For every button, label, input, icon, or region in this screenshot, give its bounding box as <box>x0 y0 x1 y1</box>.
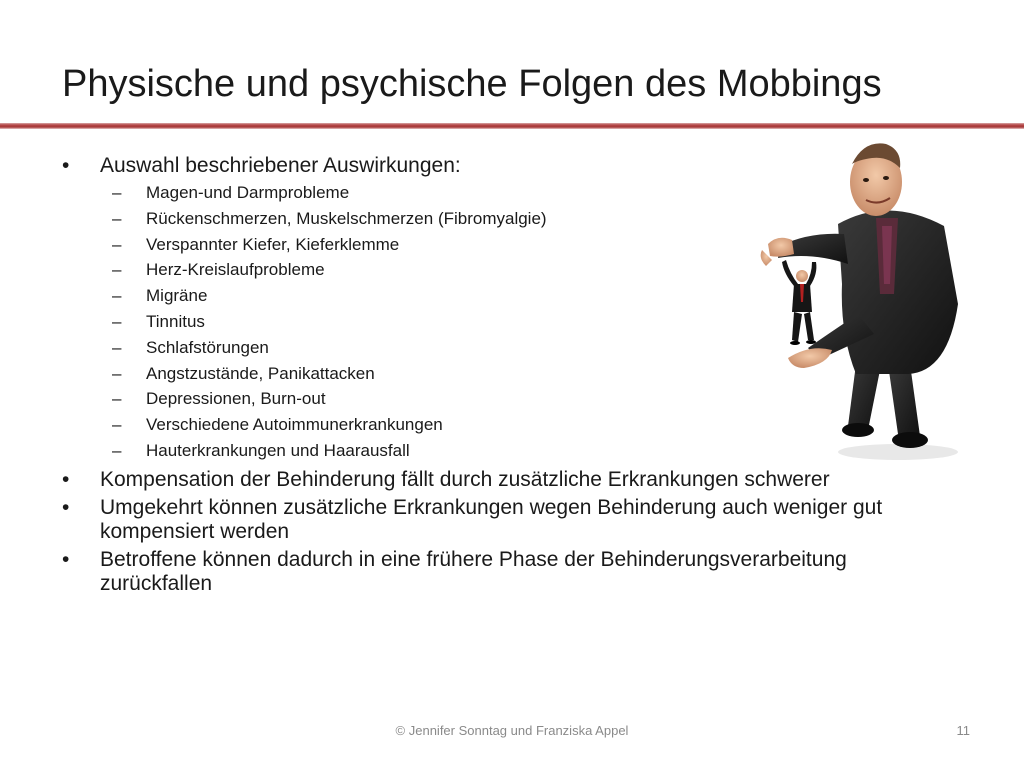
bullet-marker: • <box>62 467 70 491</box>
dash-marker: – <box>112 415 122 435</box>
businessman-illustration <box>748 134 980 464</box>
bullet-marker: • <box>62 154 70 177</box>
sub-item-text: Herz-Kreislaufprobleme <box>146 260 325 280</box>
sub-item-text: Schlafstörungen <box>146 337 269 357</box>
sub-item-text: Magen-und Darmprobleme <box>146 183 350 202</box>
bullet-marker: • <box>62 495 70 519</box>
dash-marker: – <box>112 286 122 306</box>
sub-item-text: Depressionen, Burn-out <box>146 389 326 409</box>
bullet-text: Auswahl beschriebener Auswirkungen: <box>100 154 461 177</box>
sub-item-text: Verschiedene Autoimmunerkrankungen <box>146 415 443 435</box>
bullet-item <box>62 548 962 596</box>
page-number: 11 <box>956 723 970 738</box>
dash-marker: – <box>112 260 122 280</box>
title-divider <box>0 123 1024 129</box>
dash-marker: – <box>112 234 122 254</box>
dash-marker: – <box>112 440 122 460</box>
bullet-item <box>62 496 962 544</box>
dash-marker: – <box>112 183 122 202</box>
sub-item-text: Hauterkrankungen und Haarausfall <box>146 440 410 460</box>
sub-item-text: Verspannter Kiefer, Kieferklemme <box>146 234 400 254</box>
bullet-marker: • <box>62 547 70 571</box>
bullet-text: Kompensation der Behinderung fällt durch zusätzliche Erkrankungen schwerer <box>100 467 830 491</box>
dash-marker: – <box>112 208 122 228</box>
dash-marker: – <box>112 337 122 357</box>
sub-item-text: Tinnitus <box>146 311 205 331</box>
dash-marker: – <box>112 389 122 409</box>
bullet-text: Umgekehrt können zusätzliche Erkrankungen wegen Behinderung auch weniger gut kompensiert werden <box>100 495 883 543</box>
slide-footer <box>0 723 1024 743</box>
sub-item-text: Angstzustände, Panikattacken <box>146 363 375 383</box>
bullet-text: Betroffene können dadurch in eine frühere Phase der Behinderungsverarbeitung zurückfallen <box>100 547 847 595</box>
sub-item-text: Rückenschmerzen, Muskelschmerzen (Fibromyalgie) <box>146 208 547 228</box>
bullet-item <box>62 468 962 492</box>
dash-marker: – <box>112 363 122 383</box>
dash-marker: – <box>112 311 122 331</box>
slide-title: Physische und psychische Folgen des Mobbings <box>62 63 882 105</box>
sub-item-text: Migräne <box>146 286 208 306</box>
footer-copyright: © Jennifer Sonntag und Franziska Appel <box>395 723 629 738</box>
